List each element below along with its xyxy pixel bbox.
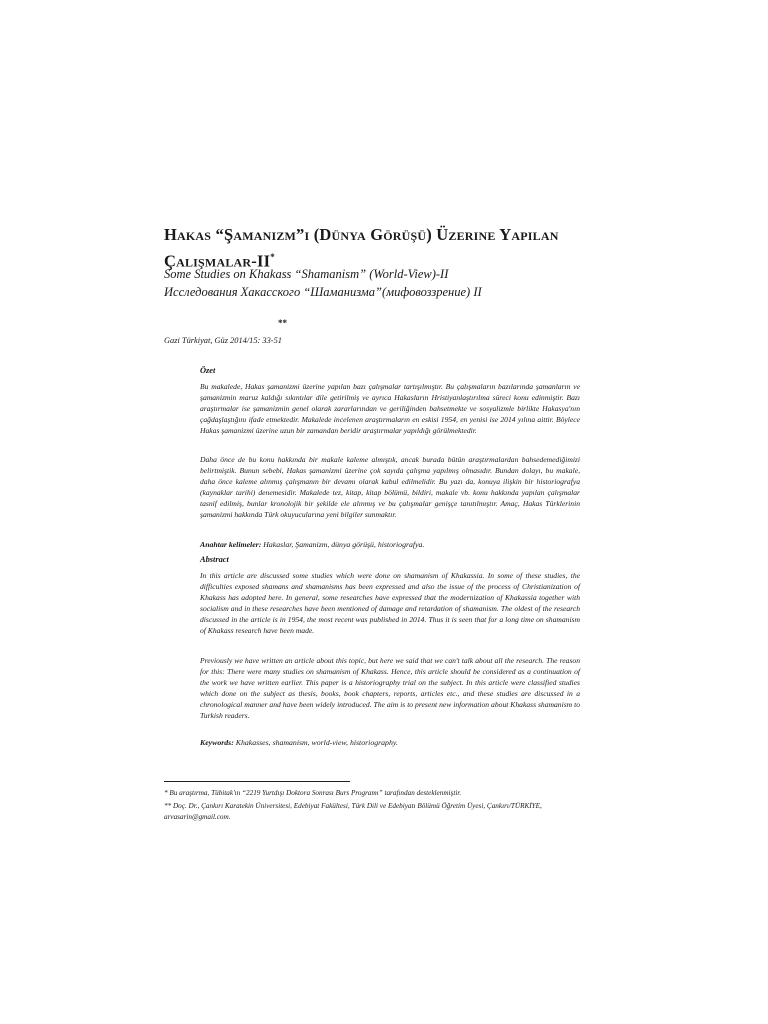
subtitle-russian: Исследования Хакасского “Шаманизма”(мифовоззрение) II bbox=[164, 285, 482, 299]
ozet-keywords-text: Hakaslar, Şamanizm, dünya görüşü, historiografya. bbox=[261, 540, 425, 549]
subtitle-english: Some Studies on Khakass “Shamanism” (World-View)-II bbox=[164, 267, 449, 281]
abstract-paragraph-1: In this article are discussed some studies which were done on shamanism of Khakassia. In some of these studies, the difficulties exposed shamans and shamanisms has been expressed and also the issue of the process of Christianization of Khakass has adopted here. In general, some researches have expressed that the modernization of Khakassia together with socialism and in these researches have been mentioned of damage and retardation of shamanism. The oldest of the research discussed in the article is in 1954, the most recent was published in 2014. Thus it is seen that for a long time on shamanism of Khakass research have been made. bbox=[200, 571, 580, 635]
abstract-keywords-text: Khakasses, shamanism, world-view, historiography. bbox=[233, 738, 398, 747]
abstract-keywords bbox=[200, 738, 580, 747]
footnote-2: ** Doç. Dr., Çankırı Karatekin Üniversitesi, Edebiyat Fakültesi, Türk Dili ve Edebiyatı Bölümü Öğretim Üyesi, Çankırı/TÜRKİYE, arvasarin@gmail.com. bbox=[164, 802, 542, 821]
article-title-line2: Çalışmalar-II bbox=[164, 251, 271, 271]
article-title-line1: Hakas “Şamanizm”i (Dünya Görüşü) Üzerine Yapılan bbox=[164, 225, 559, 244]
author-footnote-mark: ** bbox=[278, 318, 287, 328]
ozet-keywords-label: Anahtar kelimeler: bbox=[200, 540, 262, 549]
footnote-separator bbox=[164, 781, 350, 782]
abstract-keywords-label: Keywords: bbox=[200, 738, 234, 747]
title-footnote-mark: * bbox=[270, 252, 275, 262]
ozet-keywords bbox=[200, 540, 580, 549]
abstract-heading: Abstract bbox=[200, 555, 229, 564]
abstract-paragraph-2: Previously we have written an article about this topic, but here we said that we can't talk about all the research. The reason for this: There were many studies on shamanism of Khakass. Hence, this article should be considered as a continuation of the work we have written earlier. This paper is a historiography trial on the subject. In this article were classified studies which done on the subject as thesis, books, book chapters, reports, articles etc., and these studies are discussed in a chronological manner and have been widely introduced. The aim is to present new information about Khakass shamanism to Turkish readers. bbox=[200, 656, 580, 720]
ozet-heading: Özet bbox=[200, 366, 216, 375]
ozet-paragraph-2: Daha önce de bu konu hakkında bir makale kaleme almıştık, ancak burada bütün araştırmalardan bahsedemediğimizi belirtmiştik. Bunun sebebi, Hakas şamanizmi üzerine çok sayıda çalışma yapılmış olmasıdır. Bundan dolayı, bu makale, daha önce kaleme alınmış çalışmanın bir devamı olarak kabul edilmelidir. Bu yazı da, konuya ilişkin bir historiografya (kaynaklar tarihi) denemesidir. Makalede tez, kitap, kitap bölümü, bildiri, makale vb. konu hakkında yapılan çalışmalar tasnif edilmiş, bunlar kronolojik bir şekilde ele alınmış ve bu çalışmalar genişçe tanıtılmıştır. Amaç, Hakas Türklerinin şamanizmi hakkında Türk okuyucularına yeni bilgiler sunmaktır. bbox=[200, 455, 580, 519]
ozet-paragraph-1: Bu makalede, Hakas şamanizmi üzerine yapılan bazı çalışmalar tartışılmıştır. Bu çalışmaların bazılarında şamanların ve şamanizmin maruz kaldığı sıkıntılar dile getirilmiş ve ayrıca Hakasların Hristiyanlaştırılma süreci konu edinmiştir. Bazı araştırmalar ise şamanizmin genel olarak zararlarından ve geriliğinden bahsetmekte ve sosyalizmle birlikte Hakasya'nın çağdaşlaştığını ifade etmektedir. Makalede incelenen araştırmaların en eskisi 1954, en yenisi ise 2014 yılına aittir. Böylece Hakas şamanizmi üzerine uzun bir zamandan beridir araştırmalar yapıldığı görülmektedir. bbox=[200, 382, 580, 435]
footnote-1: * Bu araştırma, Tübitak'ın “2219 Yurtdışı Doktora Sonrası Burs Programı” tarafından desteklenmiştir. bbox=[164, 789, 462, 797]
journal-citation: Gazi Türkiyat, Güz 2014/15: 33-51 bbox=[164, 336, 282, 345]
